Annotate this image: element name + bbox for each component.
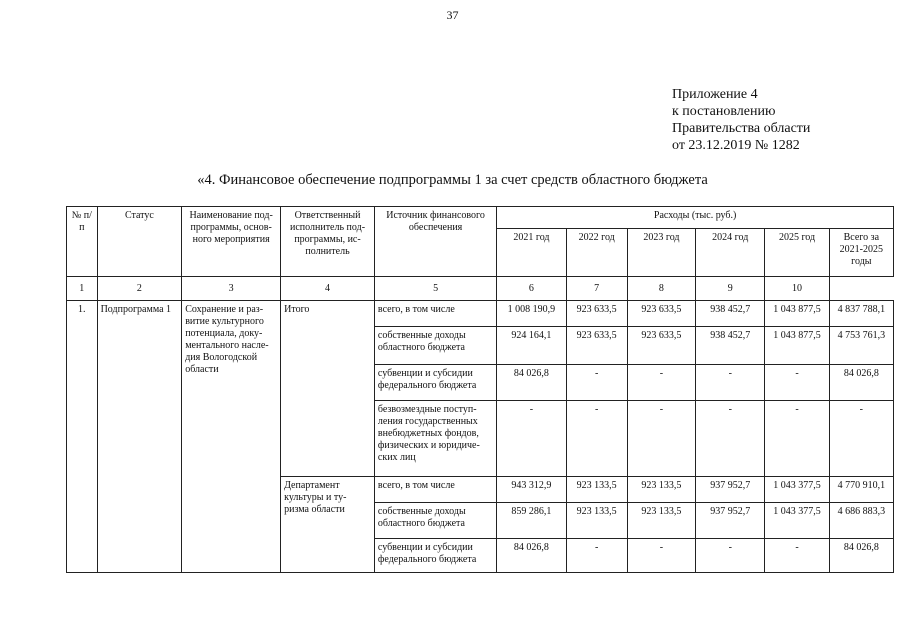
value-cell: 923 633,5 bbox=[627, 301, 695, 327]
column-number: 2 bbox=[97, 277, 182, 301]
value-cell: 84 026,8 bbox=[829, 539, 893, 573]
page-number: 37 bbox=[446, 8, 459, 22]
value-cell: 923 133,5 bbox=[566, 477, 627, 503]
value-cell: 943 312,9 bbox=[497, 477, 566, 503]
row-source: субвенции и субсидии федерального бюджета bbox=[374, 365, 496, 401]
value-cell: 923 133,5 bbox=[566, 503, 627, 539]
header-year: 2024 год bbox=[696, 229, 765, 277]
column-number: 6 bbox=[497, 277, 566, 301]
header-source: Источник финансового обеспечения bbox=[374, 207, 496, 277]
document-title: «4. Финансовое обеспечение подпрограммы 1 за счет средств областного бюджета bbox=[197, 172, 708, 188]
row-executor: Департамент культуры и ту-ризма области bbox=[281, 477, 375, 573]
financing-table bbox=[66, 206, 894, 573]
value-cell: - bbox=[765, 365, 829, 401]
value-cell: 1 043 377,5 bbox=[765, 503, 829, 539]
value-cell: 84 026,8 bbox=[497, 539, 566, 573]
value-cell: - bbox=[566, 365, 627, 401]
value-cell: 937 952,7 bbox=[696, 503, 765, 539]
value-cell: 859 286,1 bbox=[497, 503, 566, 539]
value-cell: 4 837 788,1 bbox=[829, 301, 893, 327]
row-number: 1. bbox=[67, 301, 98, 573]
value-cell: 923 633,5 bbox=[566, 301, 627, 327]
row-source: всего, в том числе bbox=[374, 301, 496, 327]
value-cell: - bbox=[829, 401, 893, 477]
row-source: субвенции и субсидии федерального бюджета bbox=[374, 539, 496, 573]
appendix-block bbox=[672, 86, 810, 154]
value-cell: 938 452,7 bbox=[696, 301, 765, 327]
value-cell: 1 043 377,5 bbox=[765, 477, 829, 503]
value-cell: - bbox=[566, 539, 627, 573]
column-number: 9 bbox=[696, 277, 765, 301]
value-cell: - bbox=[696, 401, 765, 477]
value-cell: 84 026,8 bbox=[497, 365, 566, 401]
value-cell: - bbox=[765, 401, 829, 477]
value-cell: - bbox=[696, 539, 765, 573]
value-cell: 923 633,5 bbox=[627, 327, 695, 365]
header-status: Статус bbox=[97, 207, 182, 277]
header-row bbox=[67, 207, 894, 229]
header-expenses: Расходы (тыс. руб.) bbox=[497, 207, 894, 229]
column-number: 8 bbox=[627, 277, 695, 301]
header-year: 2025 год bbox=[765, 229, 829, 277]
appendix-line: от 23.12.2019 № 1282 bbox=[672, 138, 800, 153]
header-year-total: Всего за 2021-2025 годы bbox=[829, 229, 893, 277]
header-year: 2023 год bbox=[627, 229, 695, 277]
value-cell: - bbox=[627, 539, 695, 573]
value-cell: - bbox=[497, 401, 566, 477]
value-cell: 938 452,7 bbox=[696, 327, 765, 365]
header-name: Наименование под-программы, основ-ного мероприятия bbox=[182, 207, 281, 277]
appendix-line: Приложение 4 bbox=[672, 87, 758, 102]
value-cell: - bbox=[627, 365, 695, 401]
value-cell: 4 753 761,3 bbox=[829, 327, 893, 365]
column-number: 3 bbox=[182, 277, 281, 301]
column-numbers-row bbox=[67, 277, 894, 301]
value-cell: 4 770 910,1 bbox=[829, 477, 893, 503]
row-program-name: Сохранение и раз-витие культурного потенциала, доку-ментального насле-дия Вологодской области bbox=[182, 301, 281, 573]
column-number: 5 bbox=[374, 277, 496, 301]
value-cell: 84 026,8 bbox=[829, 365, 893, 401]
appendix-line: к постановлению bbox=[672, 104, 776, 119]
value-cell: 923 133,5 bbox=[627, 503, 695, 539]
row-source: собственные доходы областного бюджета bbox=[374, 327, 496, 365]
column-number: 7 bbox=[566, 277, 627, 301]
header-num: № п/п bbox=[67, 207, 98, 277]
value-cell: 1 043 877,5 bbox=[765, 301, 829, 327]
column-number: 10 bbox=[765, 277, 829, 301]
row-executor: Итого bbox=[281, 301, 375, 477]
value-cell: 923 133,5 bbox=[627, 477, 695, 503]
header-year: 2021 год bbox=[497, 229, 566, 277]
value-cell: 923 633,5 bbox=[566, 327, 627, 365]
header-year: 2022 год bbox=[566, 229, 627, 277]
column-number: 1 bbox=[67, 277, 98, 301]
column-number: 4 bbox=[281, 277, 375, 301]
row-status: Подпрограмма 1 bbox=[97, 301, 182, 573]
row-source: собственные доходы областного бюджета bbox=[374, 503, 496, 539]
value-cell: 4 686 883,3 bbox=[829, 503, 893, 539]
value-cell: - bbox=[696, 365, 765, 401]
value-cell: 1 043 877,5 bbox=[765, 327, 829, 365]
row-source: безвозмездные поступ-ления государственных внебюджетных фондов, физических и юридиче-ских лиц bbox=[374, 401, 496, 477]
row-source: всего, в том числе bbox=[374, 477, 496, 503]
table-row bbox=[67, 301, 894, 327]
appendix-line: Правительства области bbox=[672, 121, 811, 136]
value-cell: - bbox=[765, 539, 829, 573]
value-cell: 924 164,1 bbox=[497, 327, 566, 365]
value-cell: 937 952,7 bbox=[696, 477, 765, 503]
header-executor: Ответственный исполнитель под-программы, ис-полнитель bbox=[281, 207, 375, 277]
value-cell: 1 008 190,9 bbox=[497, 301, 566, 327]
value-cell: - bbox=[627, 401, 695, 477]
value-cell: - bbox=[566, 401, 627, 477]
